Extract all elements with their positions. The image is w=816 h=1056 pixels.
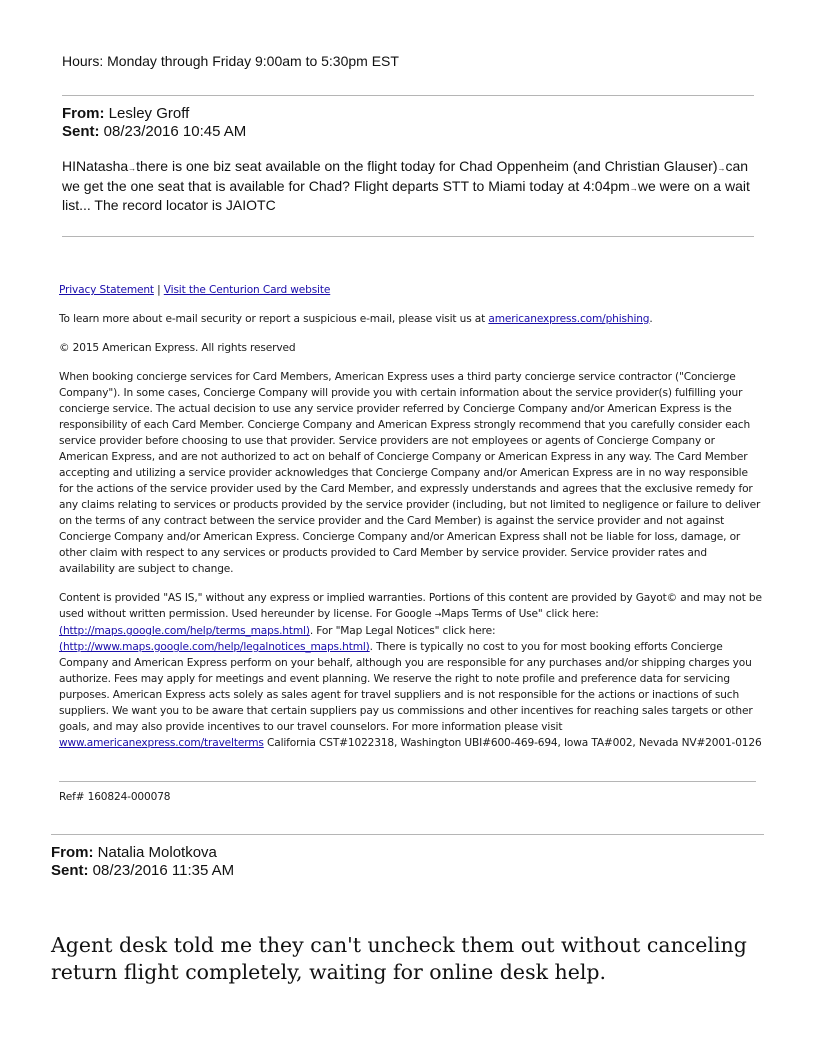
arrow-icon: → bbox=[434, 610, 442, 619]
concierge-disclaimer: When booking concierge services for Card Members, American Express uses a third party concierge service contractor ("Concierge Company"). In some cases, Concierge Company will provide you with certain information about the service provider(s) fulfilling your concierge service. The actual decision to use any service provider referred by Concierge Company and/or American Express is the responsibility of each Card Member. Concierge Company and American Express strongly recommend that you carefully consider each service provider before choosing to use that provider. Service providers are not employees or agents of Concierge Company or American Express, and are not authorized to act on behalf of Concierge Company or American Express in any way. The Card Member accepting and utilizing a service provider acknowledges that Concierge Company and/or American Express are in no way responsible for the actions of the service provider used by the Card Member, and expressly understands and agrees that the exclusive remedy for any claims relating to services or products provided by the service provider (including, but not limited to negligence or failure to deliver on the terms of any contract between the service provider and the Card Member) is against the service provider and not against Concierge Company and/or American Express. Concierge Company and/or American Express shall not be liable for loss, damage, or other claim with respect to any services or products provided to Card Member by service provider. Service provider rates and availability are subject to change. bbox=[59, 371, 761, 575]
divider bbox=[62, 236, 754, 237]
divider bbox=[51, 834, 764, 835]
divider bbox=[62, 95, 754, 96]
copyright: © 2015 American Express. All rights reserved bbox=[59, 342, 296, 354]
sent-date: 08/23/2016 11:35 AM bbox=[92, 862, 235, 879]
sender-name: Lesley Groff bbox=[108, 105, 190, 122]
divider bbox=[59, 781, 756, 782]
sent-label: Sent: bbox=[51, 862, 89, 879]
security-notice: To learn more about e-mail security or report a suspicious e-mail, please visit us at americanexpress.com/phishing. bbox=[59, 313, 653, 325]
email-header-2 bbox=[51, 844, 234, 880]
maps-terms-link[interactable]: (http://maps.google.com/help/terms_maps.html) bbox=[59, 625, 310, 637]
centurion-card-link[interactable]: Visit the Centurion Card website bbox=[163, 284, 331, 296]
content-disclaimer: Content is provided "AS IS," without any express or implied warranties. Portions of this content are provided by Gayot© and may not be used without written permission. Used hereunder by license. For Google →Maps Terms of Use" click here: (http://maps.google.com/help/terms_maps.html). For "Map Legal Notices" click here: (http://www.maps.google.com/help/legalnotices_maps.html). There is typically no cost to you for most booking efforts Concierge Company and American Express perform on your behalf, although you are responsible for any purchases and/or shipping charges you authorize. Fees may apply for meetings and event planning. We reserve the right to note profile and preference data for servicing purposes. American Express acts solely as sales agent for travel suppliers and is not responsible for the actions or inactions of such suppliers. We want you to be aware that certain suppliers pay us commissions and other incentives for reaching sales targets or other goals, and may also provide incentives to our travel counselors. For more information please visit www.americanexpress.com/travelterms California CST#1022318, Washington UBI#600-469-694, Iowa TA#002, Nevada NV#2001-0126 bbox=[59, 592, 762, 749]
from-label: From: bbox=[51, 844, 94, 861]
phishing-link[interactable]: americanexpress.com/phishing bbox=[488, 313, 650, 325]
maps-legal-link[interactable]: (http://www.maps.google.com/help/legalnotices_maps.html) bbox=[59, 641, 370, 653]
sent-date: 08/23/2016 10:45 AM bbox=[103, 123, 247, 140]
from-label: From: bbox=[62, 105, 105, 122]
email-body-1: HINatasha→there is one biz seat available on the flight today for Chad Oppenheim (and Christian Glauser)→can we get the one seat that is available for Chad? Flight departs STT to Miami today at 4:04pm→we were on a wait list... The record locator is JAIOTC bbox=[62, 158, 750, 213]
arrow-icon: → bbox=[629, 183, 638, 193]
arrow-icon: → bbox=[717, 164, 726, 173]
privacy-statement-link[interactable]: Privacy Statement bbox=[59, 284, 154, 296]
sender-name: Natalia Molotkova bbox=[97, 844, 217, 861]
sent-label: Sent: bbox=[62, 123, 100, 140]
arrow-icon: → bbox=[128, 164, 137, 173]
business-hours: Hours: Monday through Friday 9:00am to 5:30pm EST bbox=[62, 53, 399, 69]
reply-message: Agent desk told me they can't uncheck them out without canceling return flight completely, waiting for online desk help. bbox=[51, 933, 747, 984]
footer-links: Privacy Statement | Visit the Centurion Card website bbox=[59, 284, 331, 296]
travel-terms-link[interactable]: www.americanexpress.com/travelterms bbox=[59, 737, 264, 749]
email-header-1 bbox=[62, 105, 246, 141]
reference-number: Ref# 160824-000078 bbox=[59, 791, 171, 803]
